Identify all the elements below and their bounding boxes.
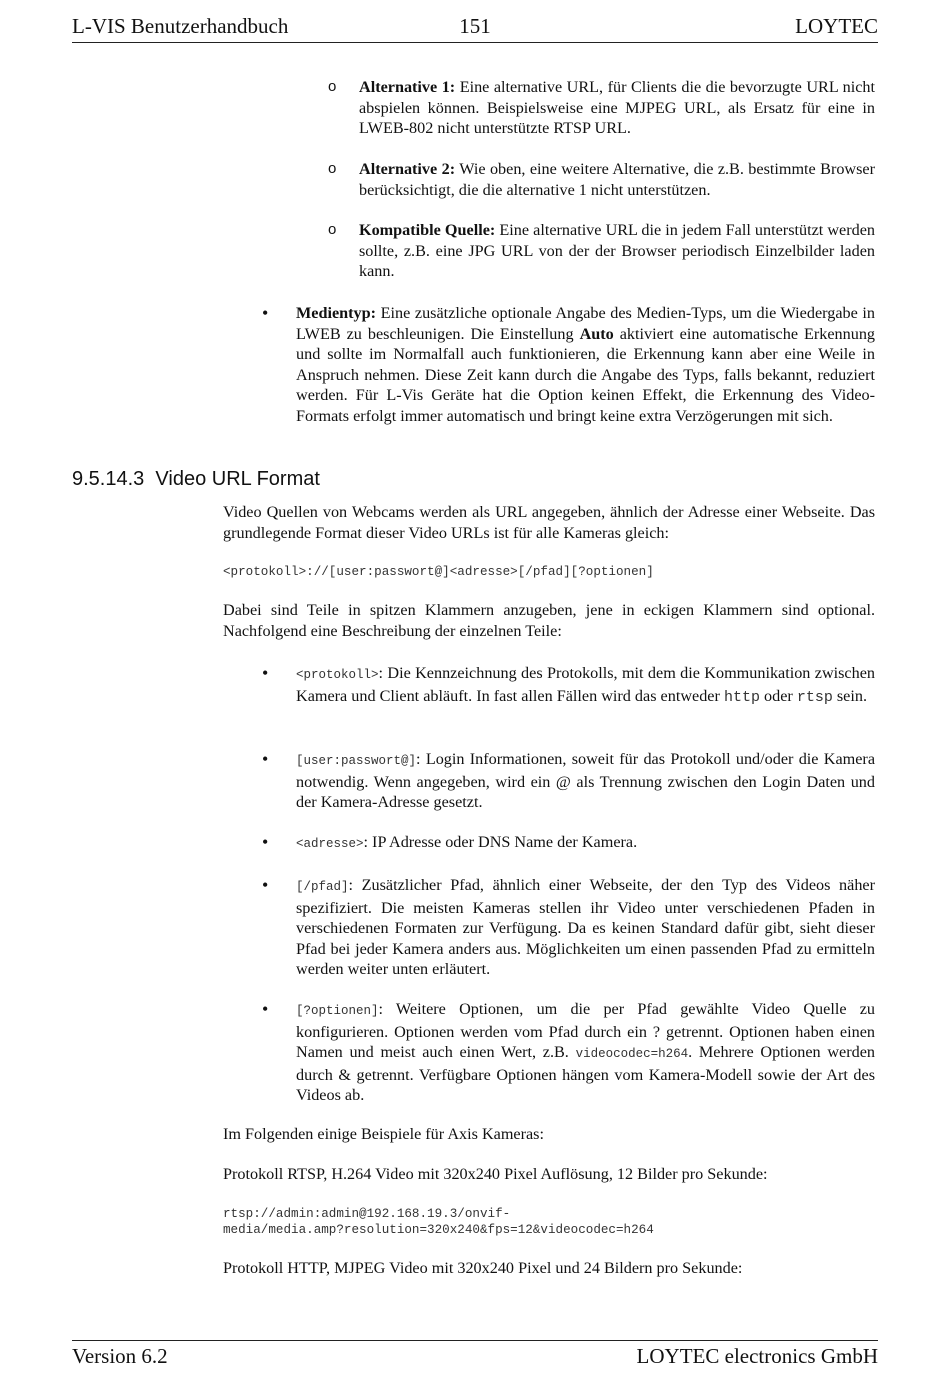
- bullet-marker: •: [262, 303, 269, 323]
- bullet-term: Medientyp:: [296, 304, 377, 322]
- bullet-marker: •: [262, 832, 269, 852]
- code-pfad: [/pfad]: [296, 880, 349, 894]
- sub-bullet-text: Eine alternative URL, für Clients die die bevorzugte URL nicht abspielen können. Beispielsweise eine MJPEG URL, als Ersatz für eine in LWEB-802 nicht unterstützte RTSP URL.: [359, 78, 875, 137]
- bullet-text: . Mehrere Optionen werden durch & getrennt. Verfügbare Optionen hängen vom Kamera-Modell sowie der Art des Videos ab.: [296, 1043, 875, 1104]
- bullet-text: : Die Kennzeichnung des Protokolls, mit dem die Kommunikation zwischen Kamera und Client abläuft. In fast allen Fällen wird das entweder: [296, 664, 875, 705]
- bullet-user: [262, 749, 875, 813]
- bullet-medientyp: [262, 303, 875, 426]
- section-heading: [72, 468, 320, 491]
- examples-intro: Im Folgenden einige Beispiele für Axis Kameras:: [223, 1125, 544, 1143]
- code-user: [user:passwort@]: [296, 754, 417, 768]
- sub-bullet-term: Kompatible Quelle:: [359, 221, 496, 239]
- footer-company: LOYTEC electronics GmbH: [636, 1344, 878, 1368]
- header-title: L-VIS Benutzerhandbuch: [72, 14, 289, 38]
- bullet-text: : IP Adresse oder DNS Name der Kamera.: [363, 833, 638, 851]
- sub-bullet-marker: o: [328, 221, 337, 238]
- bullet-marker: •: [262, 749, 269, 769]
- page-header: [72, 14, 878, 43]
- bullet-text: oder: [759, 686, 797, 705]
- section-title: Video URL Format: [155, 468, 320, 490]
- bullet-marker: •: [262, 663, 269, 683]
- code-http: http: [723, 688, 760, 706]
- sub-bullet-marker: o: [328, 160, 337, 177]
- code-example: videocodec=h264: [575, 1047, 689, 1061]
- auto-keyword: Auto: [579, 324, 614, 343]
- bullet-text: sein.: [832, 686, 867, 705]
- bullet-adresse: [262, 832, 875, 855]
- intro-paragraph: Video Quellen von Webcams werden als URL angegeben, ähnlich der Adresse einer Webseite. Das grundlegende Format dieser Video URLs ist für alle Kameras gleich:: [223, 503, 875, 542]
- bullet-text: aktiviert eine automatische Erkennung und sollte im Normalfall auch funktionieren, die Erkennung kann aber eine Weile in Anspruch nehmen. Diese Zeit kann durch die Angabe des Typs, falls bekannt, reduziert werden. Für L-Vis Geräte hat die Option keinen Effekt, die Erkennung des Video-Formats erfolgt immer automatisch und bringt keine extra Verzögerungen mit sich.: [296, 324, 876, 425]
- bullet-text: : Login Informationen, soweit für das Protokoll und/oder die Kamera notwendig. Wenn angegeben, wird ein @ als Trennung zwischen den Login Daten und der Kamera-Adresse gesetzt.: [296, 750, 875, 811]
- bullet-text: : Zusätzlicher Pfad, ähnlich einer Webseite, der den Typ des Videos näher spezifiziert. Die meisten Kameras stellen ihr Video unter verschiedenen Pfaden in verschiedenen Formaten zur Verfügung. Da es keinen Standard dafür gibt, sieht dieser Pfad bei jeder Kamera anders aus. Möglichkeiten um einen passenden Pfad zu ermitteln werden weiter unten erläutert.: [296, 876, 875, 978]
- format-code: <protokoll>://[user:passwort@]<adresse>[/pfad][?optionen]: [223, 565, 654, 579]
- code-adresse: <adresse>: [296, 837, 364, 851]
- footer-version: Version 6.2: [72, 1344, 168, 1368]
- code-rtsp: rtsp: [796, 688, 833, 706]
- explain-paragraph: Dabei sind Teile in spitzen Klammern anzugeben, jene in eckigen Klammern sind optional. Nachfolgend eine Beschreibung der einzelnen Teile:: [223, 601, 875, 640]
- sub-bullet-alternative-1: [328, 77, 875, 139]
- bullet-marker: •: [262, 999, 269, 1019]
- bullet-optionen: [262, 999, 875, 1106]
- page-footer: [72, 1340, 878, 1368]
- page-number: 151: [459, 14, 491, 38]
- bullet-text: Eine zusätzliche optionale Angabe des Medien-Typs, um die Wiedergabe in LWEB zu beschleunigen. Die Einstellung: [296, 304, 875, 343]
- sub-bullet-kompatible-quelle: [328, 220, 875, 282]
- sub-bullet-term: Alternative 1:: [359, 78, 456, 96]
- sub-bullet-term: Alternative 2:: [359, 160, 456, 178]
- example1-code: rtsp://admin:admin@192.168.19.3/onvif- media/media.amp?resolution=320x240&fps=12&videocodec=h264: [223, 1207, 654, 1237]
- code-protokoll: <protokoll>: [296, 668, 379, 682]
- example1-label: Protokoll RTSP, H.264 Video mit 320x240 Pixel Auflösung, 12 Bilder pro Sekunde:: [223, 1165, 768, 1183]
- bullet-pfad: [262, 875, 875, 980]
- bullet-marker: •: [262, 875, 269, 895]
- sub-bullet-marker: o: [328, 78, 337, 95]
- sub-bullet-text: Wie oben, eine weitere Alternative, die z.B. bestimmte Browser berücksichtigt, die die alternative 1 nicht unterstützen.: [359, 160, 875, 199]
- section-number: 9.5.14.3: [72, 468, 145, 490]
- bullet-text: : Weitere Optionen, um die per Pfad gewählte Video Quelle zu konfigurieren. Optionen werden vom Pfad durch ein ? getrennt. Optionen haben einen Namen und meist auch einen Wert, z.B.: [296, 1000, 875, 1061]
- example2-label: Protokoll HTTP, MJPEG Video mit 320x240 Pixel und 24 Bildern pro Sekunde:: [223, 1259, 743, 1277]
- bullet-protokoll: [262, 663, 875, 708]
- code-optionen: [?optionen]: [296, 1004, 379, 1018]
- header-company: LOYTEC: [795, 14, 878, 38]
- sub-bullet-text: Eine alternative URL die in jedem Fall unterstützt werden sollte, z.B. eine JPG URL von der der Browser periodisch Einzelbilder laden kann.: [359, 221, 875, 280]
- sub-bullet-alternative-2: [328, 159, 875, 200]
